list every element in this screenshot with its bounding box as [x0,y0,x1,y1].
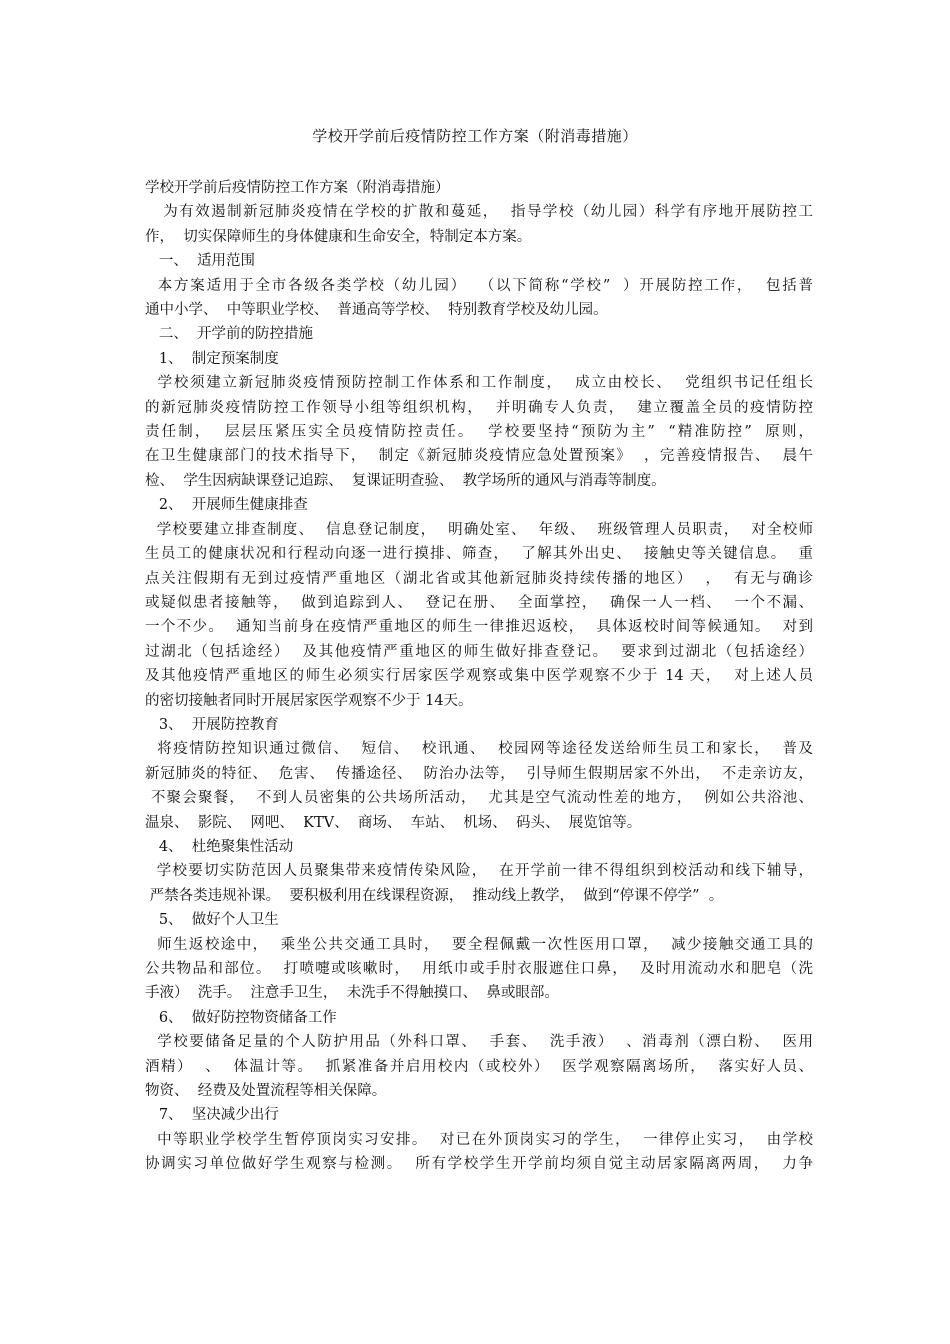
body-line: 及其他疫情严重地区的师生必须实行居家医学观察或集中医学观察不少于 14 天， 对上述人员 [145,668,813,685]
body-line: 手液） 洗手。 注意手卫生， 未洗手不得触摸口、 鼻或眼部。 [145,985,559,1002]
body-line: 师生返校途中， 乘坐公共交通工具时， 要全程佩戴一次性医用口罩， 减少接触交通工具的 [145,936,813,953]
section-heading: 一、 适用范围 [145,253,256,270]
body-line: 或疑似患者接触等， 做到追踪到人、 登记在册、 全面掌控， 确保一人一档、 一个不漏、 [145,594,813,611]
body-line: 本方案适用于全市各级各类学校（幼儿园） （以下简称“学校” ）开展防控工作， 包括普 [145,277,813,294]
body-line: 学校要储备足量的个人防护用品（外科口罩、 手套、 洗手液） 、消毒剂（漂白粉、 医用 [145,1034,813,1051]
body-line: 中等职业学校学生暂停顶岗实习安排。 对已在外顶岗实习的学生， 一律停止实习， 由学校 [145,1131,813,1148]
subsection-heading: 7、 坚决减少出行 [145,1107,279,1124]
body-line: 物资、 经费及处置流程等相关保障。 [145,1083,387,1100]
body-line: 新冠肺炎的特征、 危害、 传播途径、 防治办法等， 引导师生假期居家不外出， 不走亲访友， [145,765,813,782]
body-line: 检、 学生因病缺课登记追踪、 复课证明查验、 教学场所的通风与消毒等制度。 [145,472,666,489]
body-line: 酒精） 、 体温计等。 抓紧准备并启用校内（或校外） 医学观察隔离场所， 落实好人员、 [145,1058,813,1075]
body-line: 学校开学前后疫情防控工作方案（附消毒措施） [145,180,450,196]
subsection-heading: 2、 开展师生健康排查 [145,497,308,514]
body-line: 将疫情防控知识通过微信、 短信、 校讯通、 校园网等途径发送给师生员工和家长， 普及 [145,741,813,758]
body-line: 的新冠肺炎疫情防控工作领导小组等组织机构， 并明确专人负责， 建立覆盖全员的疫情防控 [145,399,813,416]
body-line: 在卫生健康部门的技术指导下， 制定《新冠肺炎疫情应急处置预案》 ，完善疫情报告、 晨午 [145,448,813,465]
body-line: 的密切接触者同时开展居家医学观察不少于 14天。 [145,692,473,709]
body-line: 学校要建立排查制度、 信息登记制度， 明确处室、 年级、 班级管理人员职责， 对全校师 [145,521,813,538]
document-body [145,176,813,1177]
body-line: 公共物品和部位。 打喷嚏或咳嗽时， 用纸巾或手肘衣服遮住口鼻， 及时用流动水和肥皂（洗 [145,961,813,977]
body-line: 协调实习单位做好学生观察与检测。 所有学校学生开学前均须自觉主动居家隔离两周， 力争 [145,1156,813,1173]
section-heading: 二、 开学前的防控措施 [145,326,314,343]
body-line: 生员工的健康状况和行程动向逐一进行摸排、筛查， 了解其外出史、 接触史等关键信息。 重 [145,546,813,563]
document-title: 学校开学前后疫情防控工作方案（附消毒措施） [312,127,638,145]
body-line: 温泉、 影院、 网吧、 KTV、 商场、 车站、 机场、 码头、 展览馆等。 [145,814,642,831]
body-line: 责任制， 层层压紧压实全员疫情防控责任。 学校要坚持“预防为主” “精准防控” 原则， [145,424,813,441]
body-line: 严禁各类违规补课。 要积极利用在线课程资源， 推动线上教学， 做到“停课不停学” 。 [145,887,724,904]
body-line: 学校要切实防范因人员聚集带来疫情传染风险， 在开学前一律不得组织到校活动和线下辅导， [145,863,813,880]
body-line: 点关注假期有无到过疫情严重地区（湖北省或其他新冠肺炎持续传播的地区） ， 有无与确诊 [145,570,813,587]
subsection-heading: 6、 做好防控物资储备工作 [145,1009,337,1026]
body-line: 为有效遏制新冠肺炎疫情在学校的扩散和蔓延， 指导学校（幼儿园）科学有序地开展防控工 [145,204,813,221]
subsection-heading: 1、 制定预案制度 [145,350,279,367]
body-line: 作， 切实保障师生的身体健康和生命安全，特制定本方案。 [145,228,532,245]
body-line: 通中小学、 中等职业学校、 普通高等学校、 特别教育学校及幼儿园。 [145,302,608,319]
subsection-heading: 3、 开展防控教育 [145,716,279,733]
body-line: 不聚会聚餐， 不到人员密集的公共场所活动， 尤其是空气流动性差的地方， 例如公共浴池、 [145,790,813,807]
body-line: 一个不少。 通知当前身在疫情严重地区的师生一律推迟返校， 具体返校时间等候通知。 对到 [145,619,813,636]
body-line: 过湖北（包括途经） 及其他疫情严重地区的师生做好排查登记。 要求到过湖北（包括途经） [145,643,813,660]
body-line: 学校须建立新冠肺炎疫情预防控制工作体系和工作制度， 成立由校长、 党组织书记任组长 [145,375,813,392]
subsection-heading: 4、 杜绝聚集性活动 [145,838,294,855]
subsection-heading: 5、 做好个人卫生 [145,912,279,929]
